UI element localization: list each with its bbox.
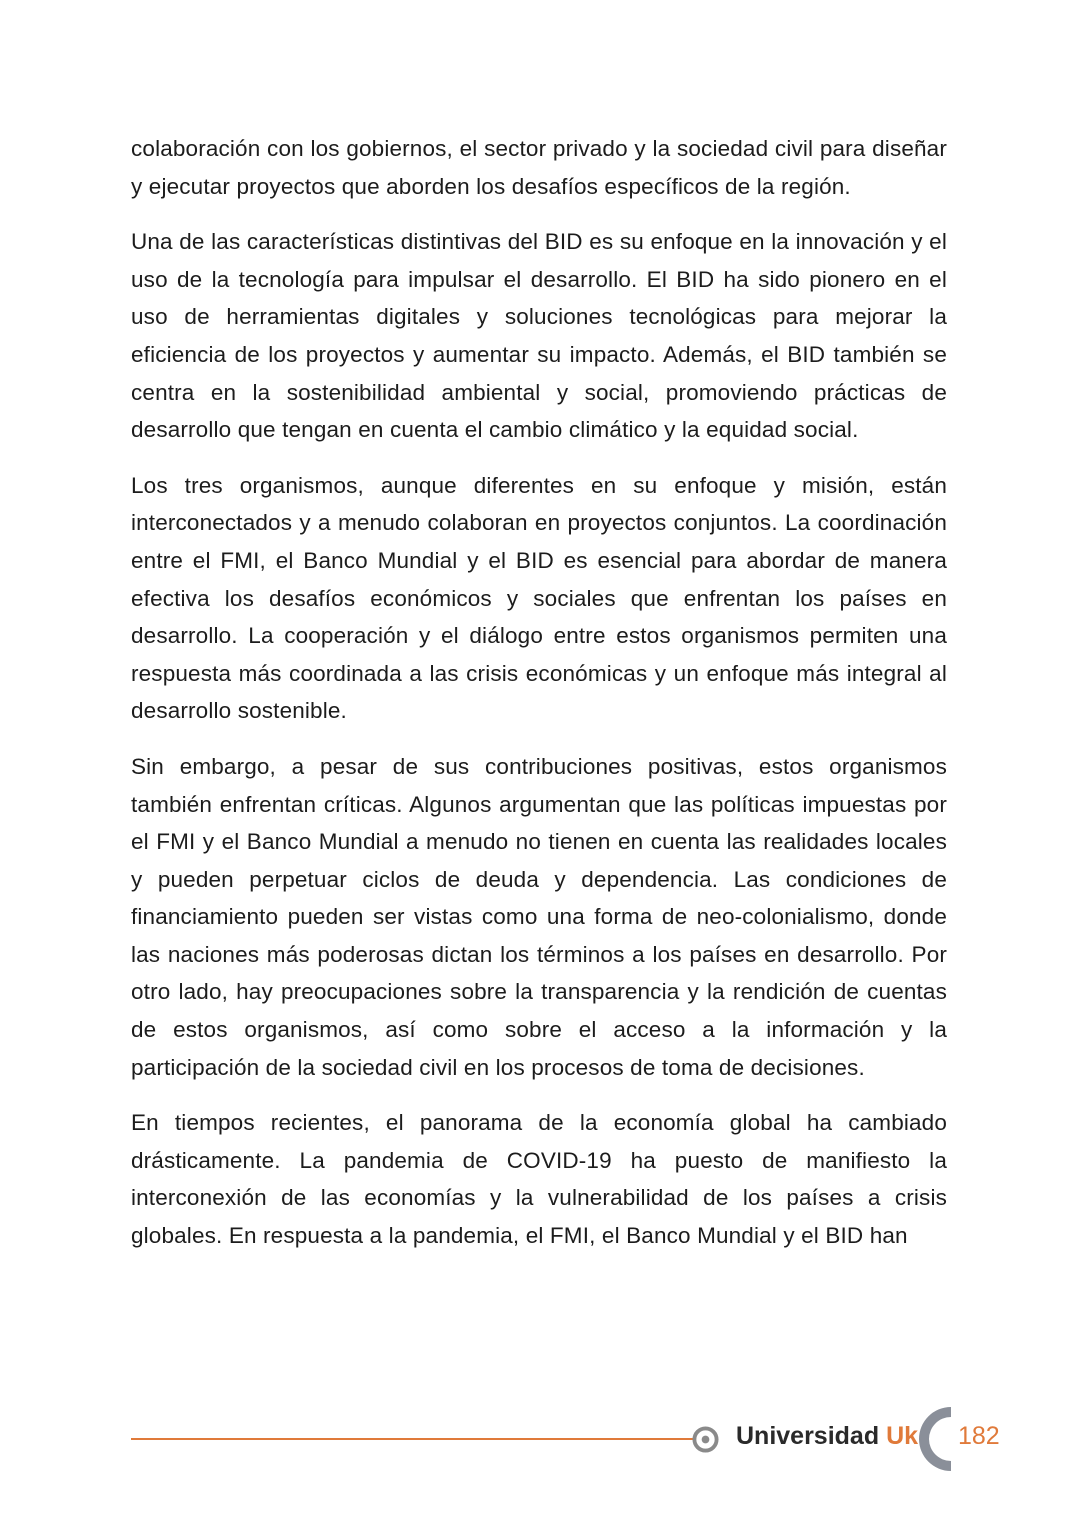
brand-suffix: Uk [886,1422,919,1450]
crescent-icon [918,1406,952,1472]
ring-dot-icon [692,1426,719,1453]
paragraph: Una de las características distintivas del BID es su enfoque en la innovación y el uso de la tecnología para impulsar el desarrollo. El BID ha sido pionero en el uso de herramientas digitales y soluciones tecnológicas para mejorar la eficiencia de los proyectos y aumentar su impacto. Además, el BID también se centra en la sostenibilidad ambiental y social, promoviendo prácticas de desarrollo que tengan en cuenta el cambio climático y la equidad social. [131,229,947,443]
paragraph: colaboración con los gobiernos, el sector privado y la sociedad civil para diseñar y ejecutar proyectos que aborden los desafíos específicos de la región. [131,136,947,199]
page-footer [0,1400,1080,1480]
paragraph: Sin embargo, a pesar de sus contribuciones positivas, estos organismos también enfrentan críticas. Algunos argumentan que las políticas impuestas por el FMI y el Banco Mundial a menudo no tienen en cuenta las realidades locales y pueden perpetuar ciclos de deuda y dependencia. Las condiciones de financiamiento pueden ser vistas como una forma de neo-colonialismo, donde las naciones más poderosas dictan los términos a los países en desarrollo. Por otro lado, hay preocupaciones sobre la transparencia y la rendición de cuentas de estos organismos, así como sobre el acceso a la información y la participación de la sociedad civil en los procesos de toma de decisiones. [131,753,947,1080]
footer-divider [131,1438,693,1440]
body-text [131,130,947,1273]
brand-logo [736,1422,918,1451]
page-number: 182 [958,1422,1000,1450]
brand-name: Universidad [736,1422,880,1450]
paragraph: En tiempos recientes, el panorama de la economía global ha cambiado drásticamente. La pandemia de COVID-19 ha puesto de manifiesto la interconexión de las economías y la vulnerabilidad de los países a crisis globales. En respuesta a la pandemia, el FMI, el Banco Mundial y el BID han [131,1110,947,1249]
paragraph: Los tres organismos, aunque diferentes en su enfoque y misión, están interconectados y a menudo colaboran en proyectos conjuntos. La coordinación entre el FMI, el Banco Mundial y el BID es esencial para abordar de manera efectiva los desafíos económicos y sociales que enfrentan los países en desarrollo. La cooperación y el diálogo entre estos organismos permiten una respuesta más coordinada a las crisis económicas y un enfoque más integral al desarrollo sostenible. [131,472,947,724]
